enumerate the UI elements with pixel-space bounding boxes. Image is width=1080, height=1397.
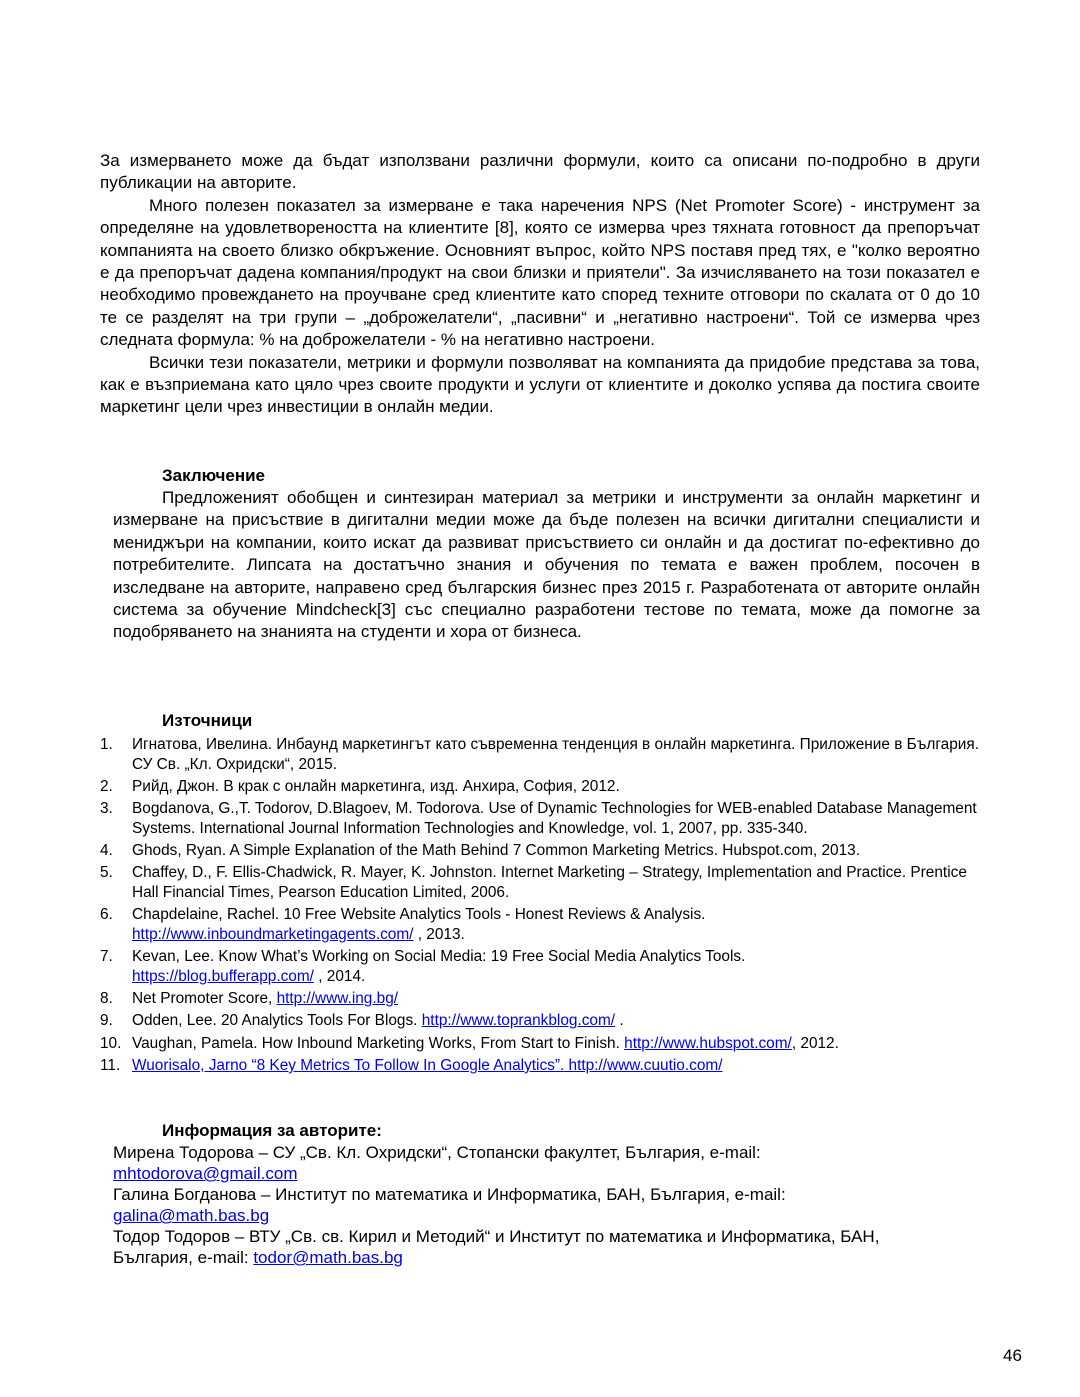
reference-text: Chaffey, D., F. Ellis-Chadwick, R. Mayer, K. Johnston. Internet Marketing – Strategy, Implementation and Practice. Prentice Hall Financial Times, Pearson Education Limited, 2006.	[132, 864, 967, 902]
reference-text: Ghods, Ryan. A Simple Explanation of the Math Behind 7 Common Marketing Metrics. Hubspot.com, 2013.	[132, 842, 861, 860]
page-number: 46	[1003, 1346, 1022, 1365]
reference-link[interactable]: http://www.hubspot.com/	[624, 1034, 792, 1052]
reference-link[interactable]: Wuorisalo, Jarno “8 Key Metrics To Follow In Google Analytics”. http://www.cuutio.com/	[132, 1056, 723, 1074]
reference-item	[100, 777, 980, 797]
author-affiliation: Галина Богданова – Институт по математика и Информатика, БАН, България, e-mail:	[113, 1185, 786, 1204]
reference-text: Chapdelaine, Rachel. 10 Free Website Analytics Tools - Honest Reviews & Analysis.	[132, 906, 706, 924]
reference-number: 8.	[100, 990, 113, 1008]
reference-link[interactable]: https://blog.bufferapp.com/	[132, 968, 314, 986]
reference-item	[100, 905, 980, 945]
paragraph-metrics: Всички тези показатели, метрики и формули позволяват на компанията да придобие представа за това, как е възприемана като цяло чрез своите продукти и услуги от клиентите и доколко успява да постига своите маркетинг цели чрез инвестиции в онлайн медии.	[100, 352, 980, 417]
reference-text: Net Promoter Score,	[132, 990, 277, 1008]
reference-text: Игнатова, Ивелина. Инбаунд маркетингът като съвременна тенденция в онлайн маркетинга. Приложение в България. СУ Св. „Кл. Охридски“, 2015.	[132, 736, 979, 773]
reference-item	[100, 1034, 980, 1054]
authors-section	[113, 1120, 980, 1268]
reference-number: 7.	[100, 948, 113, 966]
reference-text: Bogdanova, G.,T. Todorov, D.Blagoev, M. Todorova. Use of Dynamic Technologies for WEB-enabled Database Management Systems. International Journal Information Technologies and Knowledge, vol. 1, 2007, pp. 335-340.	[132, 800, 977, 837]
reference-link[interactable]: http://www.toprankblog.com/	[421, 1012, 616, 1030]
reference-suffix: , 2014.	[313, 968, 366, 986]
conclusion-text: Предложеният обобщен и синтезиран материал за метрики и инструменти за онлайн маркетинг и измерване на присъствие в дигитални медии може да бъде полезен на всички дигитални специалисти и мениджъри на компании, които искат да развиват присъствието си онлайн и да достигат по-ефективно до потребителите. Липсата на достатъчно знания и обучения по темата е важен проблем, посочен в изследване на авторите, направено сред българския бизнес през 2015 г. Разработената от авторите онлайн система за обучение Mindcheck[3] със специално разработени тестове по темата, може да помогне за подобряването на знанията на студенти и хора от бизнеса.	[113, 488, 980, 642]
reference-text: Рийд, Джон. В крак с онлайн маркетинга, изд. Анхира, София, 2012.	[132, 777, 620, 795]
reference-item	[100, 989, 980, 1009]
paragraph-nps: Много полезен показател за измерване е така наречения NPS (Net Promoter Score) - инструмент за определяне на удовлетвореността на клиентите [8], която се измерва чрез тяхната готовност да препоръчат компанията на своето близко обкръжение. Основният въпрос, който NPS поставя пред тях, е "колко вероятно е да препоръчат дадена компания/продукт на свои близки и приятели". За изчисляването на този показател е необходимо провеждането на проучване сред клиентите като според техните отговори по скалата от 0 до 10 те се разделят на три групи – „доброжелатели“, „пасивни“ и „негативно настроени“. Той се измерва чрез следната формула: % на доброжелатели - % на негативно настроени.	[100, 195, 980, 350]
body-section	[100, 150, 980, 419]
authors-heading: Информация за авторите:	[162, 1121, 382, 1140]
paragraph-formulas: За измерването може да бъдат използвани различни формули, които са описани по-подробно в други публикации на авторите.	[100, 151, 980, 193]
reference-item	[100, 799, 980, 839]
author-email-link[interactable]: mhtodorova@gmail.com	[113, 1164, 298, 1183]
conclusion-heading: Заключение	[162, 466, 265, 485]
reference-number: 9.	[100, 1012, 113, 1030]
author-affiliation: Тодор Тодоров – ВТУ „Св. св. Кирил и Методий“ и Институт по математика и Информатика, БАН, България, e-mail:	[113, 1227, 880, 1267]
author-email-link[interactable]: todor@math.bas.bg	[253, 1248, 403, 1267]
reference-text: Kevan, Lee. Know What’s Working on Social Media: 19 Free Social Media Analytics Tools.	[132, 948, 746, 966]
reference-list	[100, 735, 980, 1076]
sources-section	[100, 710, 980, 1078]
reference-link[interactable]: http://www.inboundmarketingagents.com/	[132, 926, 414, 944]
reference-suffix: .	[615, 1012, 624, 1030]
reference-number: 4.	[100, 842, 113, 860]
reference-suffix: , 2013.	[413, 926, 465, 944]
author-3	[113, 1226, 963, 1268]
reference-item	[100, 863, 980, 903]
reference-number: 11.	[100, 1056, 121, 1074]
reference-number: 3.	[100, 800, 113, 818]
reference-number: 10.	[100, 1034, 122, 1052]
reference-text: Vaughan, Pamela. How Inbound Marketing Works, From Start to Finish.	[132, 1034, 625, 1052]
reference-link[interactable]: http://www.ing.bg/	[276, 990, 399, 1008]
author-affiliation: Мирена Тодорова – СУ „Св. Кл. Охридски“, Стопански факултет, България, e-mail:	[113, 1143, 761, 1162]
reference-text: Odden, Lee. 20 Analytics Tools For Blogs.	[132, 1012, 422, 1030]
author-1	[113, 1142, 980, 1184]
sources-heading: Източници	[162, 711, 253, 730]
reference-suffix: , 2012.	[791, 1034, 839, 1052]
reference-number: 5.	[100, 864, 113, 882]
reference-item	[100, 1011, 980, 1031]
author-email-link[interactable]: galina@math.bas.bg	[113, 1206, 270, 1225]
reference-number: 2.	[100, 777, 113, 795]
author-2	[113, 1184, 980, 1226]
reference-item	[100, 735, 980, 775]
reference-number: 1.	[100, 736, 113, 753]
reference-item	[100, 1056, 980, 1076]
reference-item	[100, 947, 980, 987]
reference-item	[100, 841, 980, 861]
reference-number: 6.	[100, 906, 113, 924]
conclusion-section	[113, 465, 980, 644]
